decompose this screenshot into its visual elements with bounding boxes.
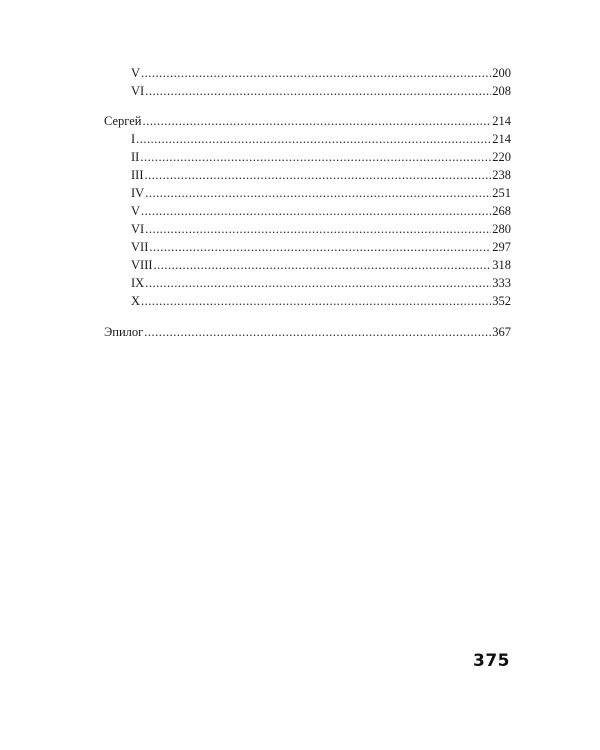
toc-entry [131, 185, 511, 201]
toc-entry-page: 214 [492, 132, 511, 146]
toc-entry [131, 257, 511, 273]
toc-leader-dots [140, 149, 491, 165]
toc-leader-dots [144, 324, 491, 340]
toc-entry-page: 297 [492, 240, 511, 254]
toc-entry [131, 65, 511, 81]
toc-leader-dots [141, 293, 491, 309]
toc-entry-page: 333 [492, 276, 511, 290]
toc-entry-label: Сергей [104, 114, 142, 128]
toc-leader-dots [154, 257, 492, 273]
toc-entry-page: 280 [492, 222, 511, 236]
toc-leader-dots [145, 185, 491, 201]
toc-leader-dots [145, 83, 491, 99]
toc-leader-dots [145, 221, 491, 237]
toc-entry-page: 352 [492, 294, 511, 308]
toc-entry [131, 167, 511, 183]
toc-leader-dots [141, 65, 491, 81]
toc-entry-label: IV [131, 186, 145, 200]
toc-entry-page: 318 [492, 258, 511, 272]
toc-entry-label: III [131, 168, 144, 182]
toc-entry-label: VI [131, 222, 145, 236]
toc-leader-dots [145, 167, 492, 183]
toc-entry-label: VI [131, 84, 145, 98]
toc-section-entry [104, 324, 511, 340]
toc-entry [131, 203, 511, 219]
toc-entry-label: IX [131, 276, 145, 290]
toc-entry-label: V [131, 66, 141, 80]
toc-leader-dots [141, 203, 491, 219]
toc-entry [131, 293, 511, 309]
toc-entry [131, 83, 511, 99]
toc-entry-page: 200 [492, 66, 511, 80]
toc-entry-label: Эпилог [104, 325, 144, 339]
toc-entry-page: 220 [492, 150, 511, 164]
toc-entry-page: 238 [492, 168, 511, 182]
toc-entry-page: 214 [492, 114, 511, 128]
page-number: 375 [473, 651, 510, 671]
toc-entry-label: VIII [131, 258, 153, 272]
toc-entry-label: I [131, 132, 136, 146]
toc-entry-page: 367 [492, 325, 511, 339]
toc-entry-label: II [131, 150, 140, 164]
toc-leader-dots [145, 275, 491, 291]
toc-section-entry [104, 113, 511, 129]
toc-entry [131, 221, 511, 237]
toc-entry [131, 131, 511, 147]
toc-entry [131, 149, 511, 165]
toc-entry-page: 251 [492, 186, 511, 200]
toc-leader-dots [149, 239, 491, 255]
toc-entry-page: 268 [492, 204, 511, 218]
toc-entry [131, 275, 511, 291]
toc-leader-dots [143, 113, 492, 129]
toc-entry [131, 239, 511, 255]
toc-leader-dots [136, 131, 491, 147]
toc-entry-page: 208 [492, 84, 511, 98]
toc-entry-label: VII [131, 240, 149, 254]
toc-entry-label: X [131, 294, 141, 308]
toc-entry-label: V [131, 204, 141, 218]
